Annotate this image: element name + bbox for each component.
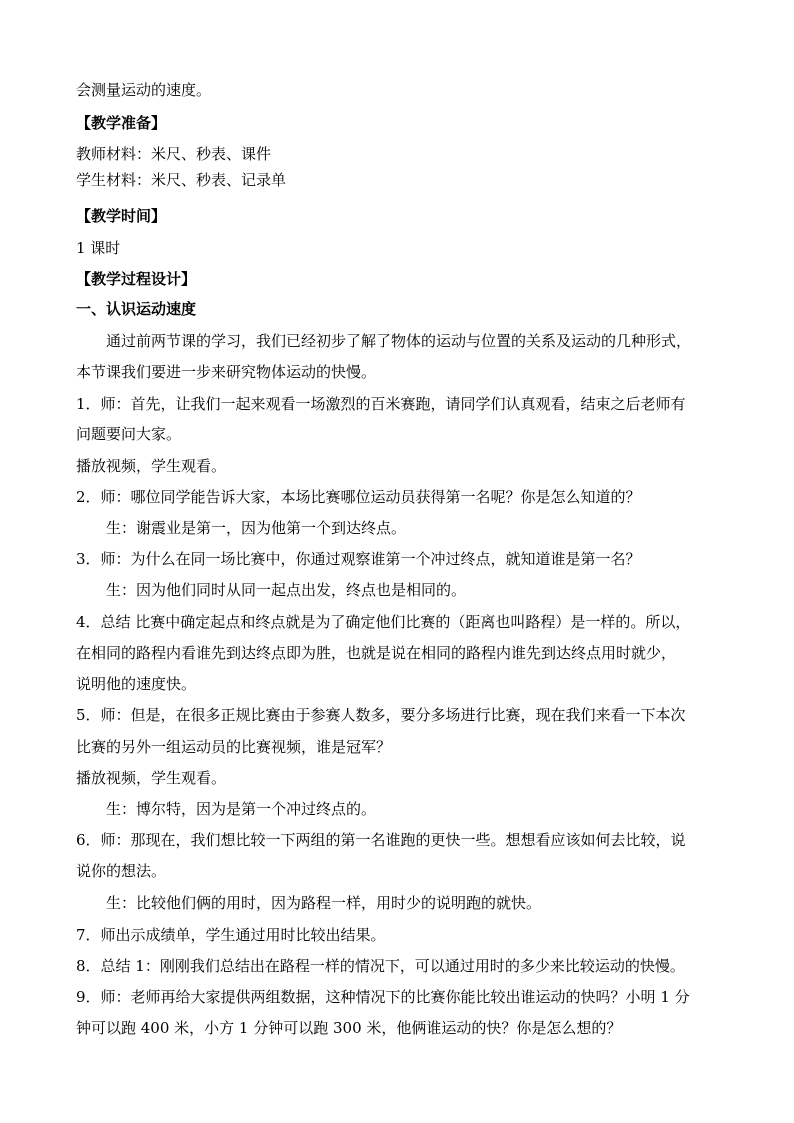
text-line: 教师材料：米尺、秒表、课件 [76,145,272,163]
numbered-item: 6．师：那现在，我们想比较一下两组的第一名谁跑的更快一些。想想看应该如何去比较，说 [76,831,686,849]
text-line: 1 课时 [76,239,121,257]
numbered-item: 4．总结 比赛中确定起点和终点就是为了确定他们比赛的（距离也叫路程）是一样的。所以， [76,613,691,631]
student-answer: 生：因为他们同时从同一起点出发，终点也是相同的。 [106,581,467,599]
numbered-item-continuation: 问题要问大家。 [76,425,182,443]
numbered-item: 5．师：但是，在很多正规比赛由于参赛人数多，要分多场进行比赛，现在我们来看一下本次 [76,706,686,724]
numbered-item: 1．师：首先，让我们一起来观看一场激烈的百米赛跑，请同学们认真观看，结束之后老师有 [76,395,686,413]
student-answer: 生：谢震业是第一，因为他第一个到达终点。 [106,519,407,537]
numbered-item: 9．师：老师再给大家提供两组数据，这种情况下的比赛你能比较出谁运动的快吗？小明 1 分 [76,988,690,1006]
numbered-item: 7．师出示成绩单，学生通过用时比较出结果。 [76,926,386,944]
numbered-item: 3．师：为什么在同一场比赛中，你通过观察谁第一个冲过终点，就知道谁是第一名？ [76,550,641,568]
section-heading: 【教学时间】 [76,207,167,225]
text-line: 播放视频，学生观看。 [76,769,227,787]
numbered-item-continuation: 在相同的路程内看谁先到达终点即为胜，也就是说在相同的路程内谁先到达终点用时就少， [76,644,677,662]
paragraph-line: 本节课我们要进一步来研究物体运动的快慢。 [76,363,377,381]
student-answer: 生：比较他们俩的用时，因为路程一样，用时少的说明跑的就快。 [106,894,542,912]
numbered-item: 8．总结 1：刚刚我们总结出在路程一样的情况下，可以通过用时的多少来比较运动的快慢。 [76,957,685,975]
section-heading: 【教学准备】 [76,114,167,132]
paragraph-line: 通过前两节课的学习，我们已经初步了解了物体的运动与位置的关系及运动的几种形式， [106,332,692,350]
text-line: 会测量运动的速度。 [76,81,212,99]
subsection-heading: 一、认识运动速度 [76,300,197,318]
student-answer: 生：博尔特，因为是第一个冲过终点的。 [106,800,377,818]
text-line: 学生材料：米尺、秒表、记录单 [76,171,287,189]
text-line: 播放视频，学生观看。 [76,457,227,475]
numbered-item-continuation: 钟可以跑 400 米，小方 1 分钟可以跑 300 米，他俩谁运动的快？你是怎么想的？ [76,1019,622,1037]
section-heading: 【教学过程设计】 [76,270,197,288]
numbered-item-continuation: 比赛的另外一组运动员的比赛视频，谁是冠军？ [76,738,392,756]
numbered-item: 2．师：哪位同学能告诉大家，本场比赛哪位运动员获得第一名呢？你是怎么知道的？ [76,488,641,506]
numbered-item-continuation: 说明他的速度快。 [76,675,197,693]
numbered-item-continuation: 说你的想法。 [76,862,167,880]
